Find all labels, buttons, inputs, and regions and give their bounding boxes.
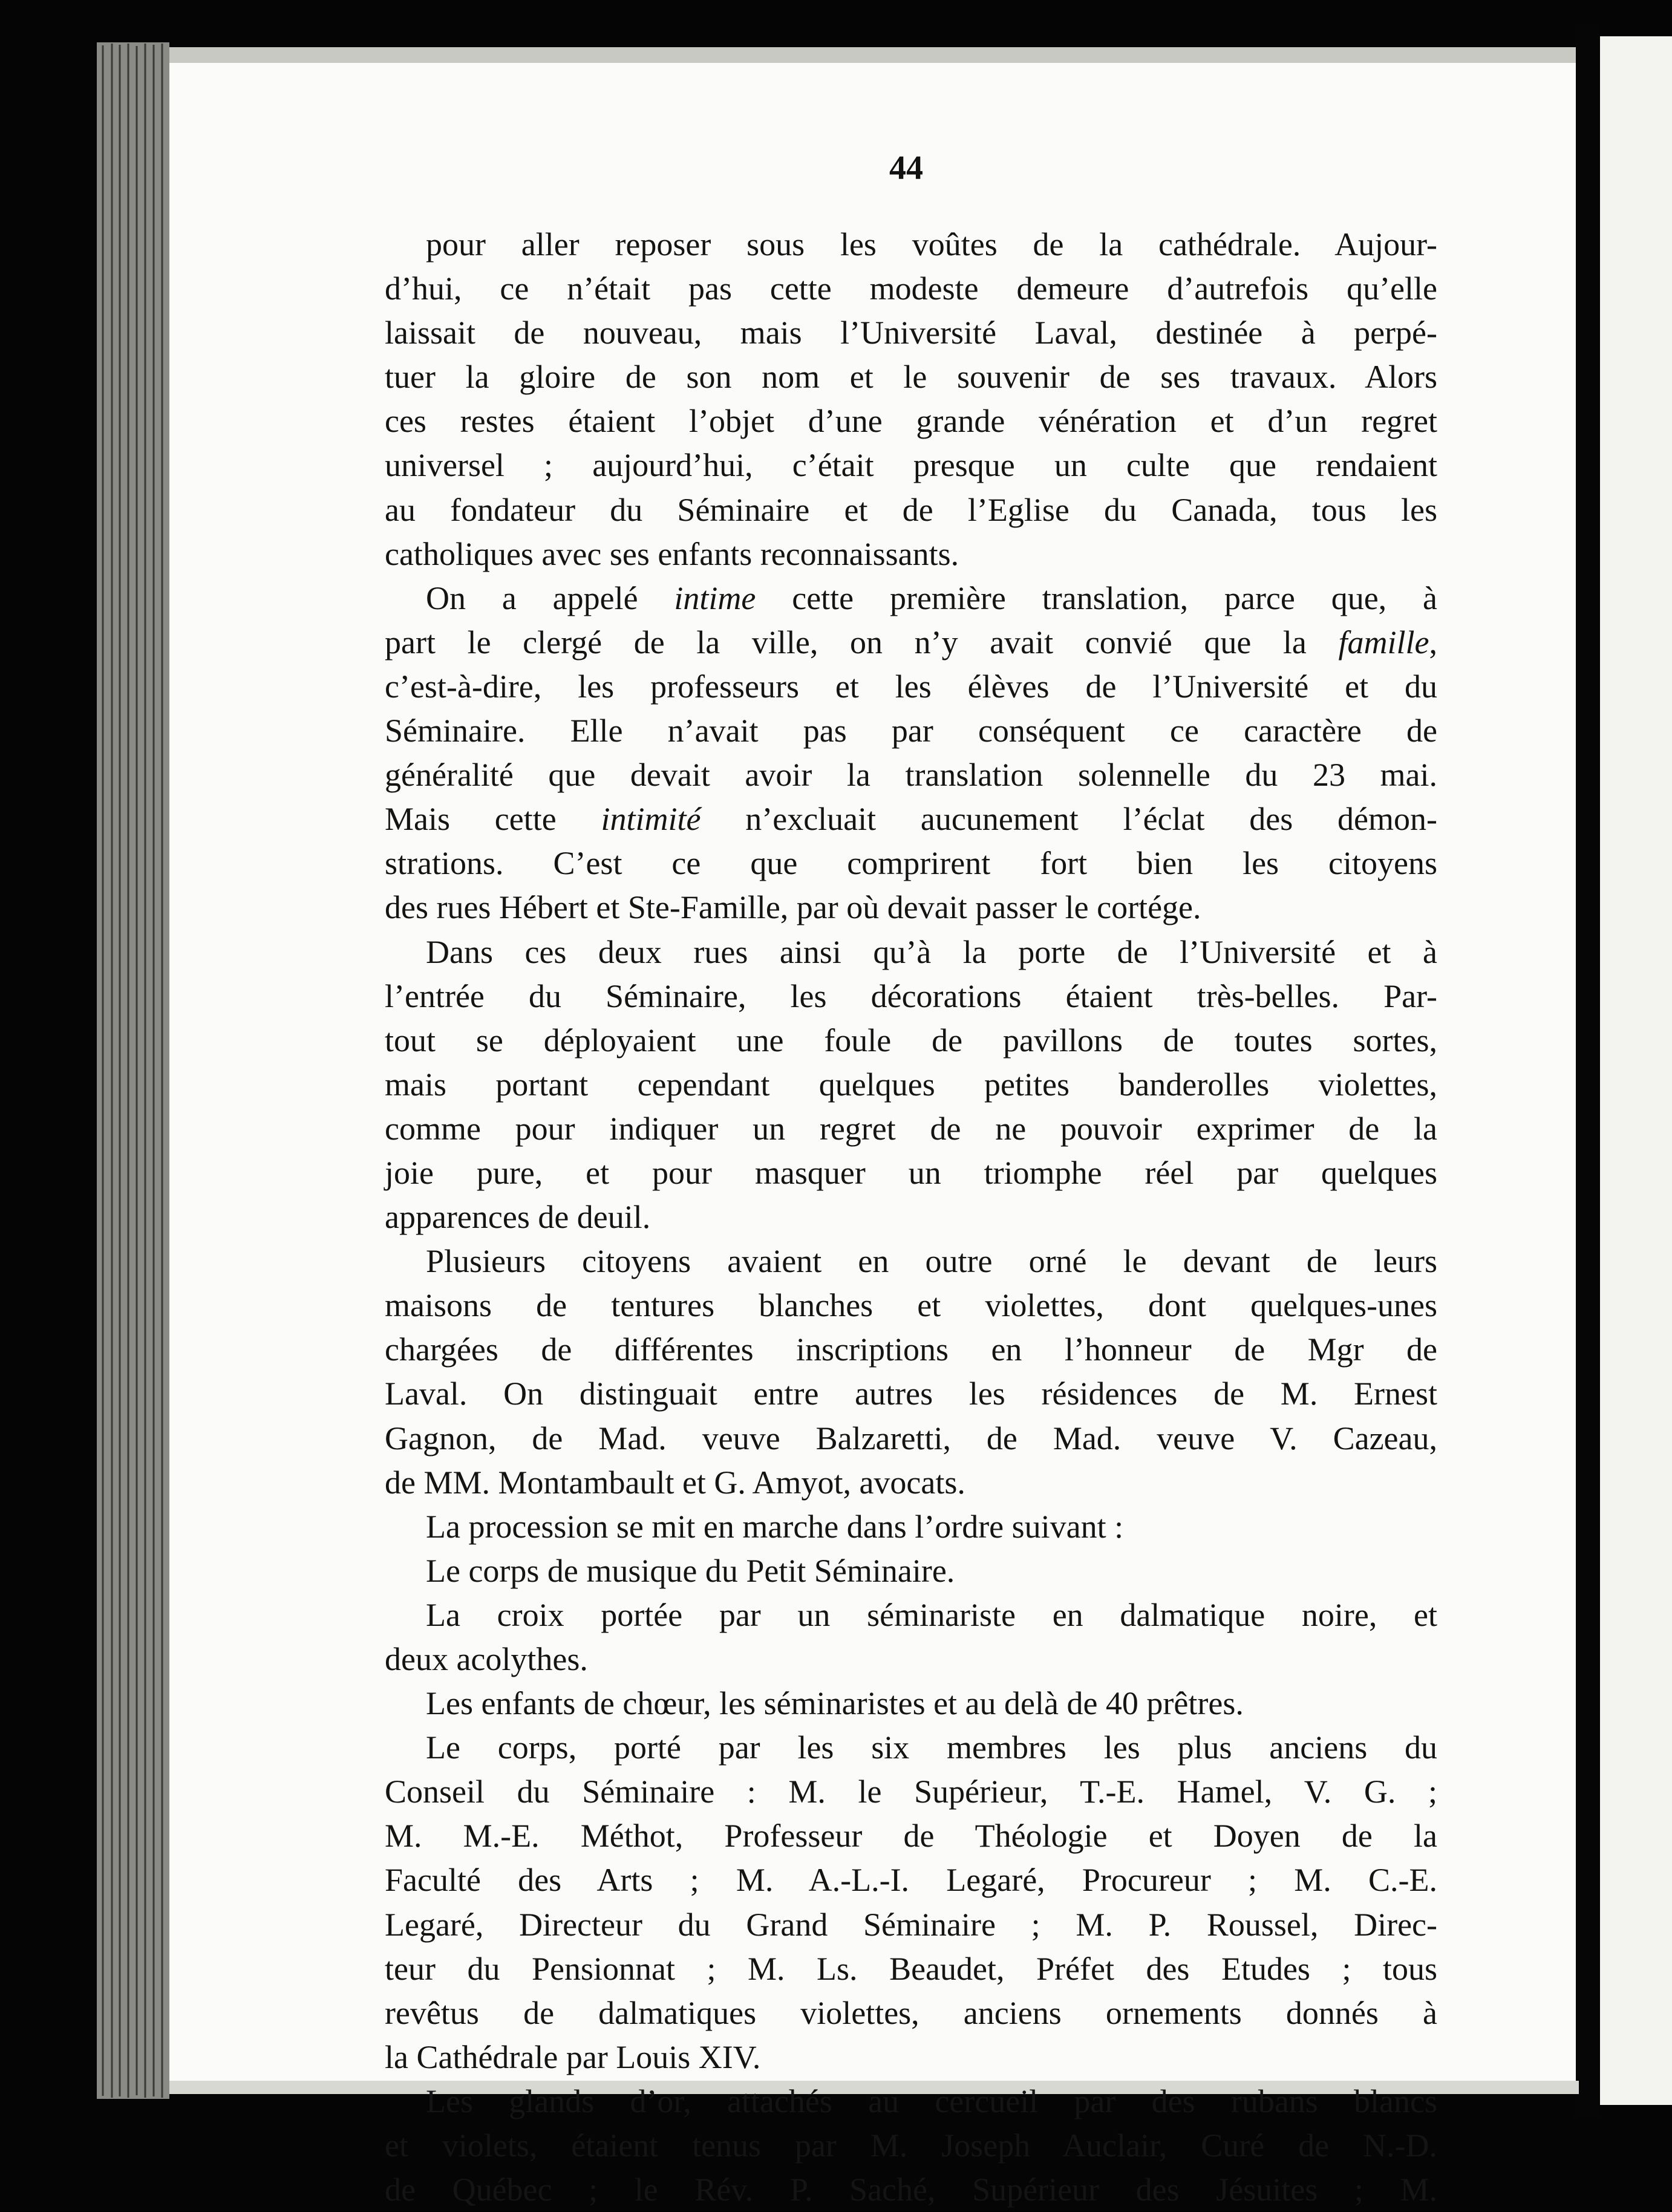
text-line — [385, 886, 1437, 930]
text-line — [385, 665, 1437, 709]
paragraph — [385, 1726, 1437, 2080]
paragraph — [385, 223, 1437, 576]
paragraph — [385, 576, 1437, 930]
paragraph — [385, 1505, 1437, 1549]
text-line: et violets, étaient tenus par M. Joseph Auclair, Curé de N.-D. — [385, 2127, 1437, 2164]
text-line: Gagnon, de Mad. veuve Balzaretti, de Mad. veuve V. Cazeau, — [385, 1420, 1437, 1457]
page-edges — [97, 42, 169, 2099]
text-line: ces restes étaient l’objet d’une grande vénération et d’un regret — [385, 403, 1437, 440]
paragraph — [385, 930, 1437, 1240]
text-line: apparences de deuil. — [385, 1199, 651, 1236]
paragraph — [385, 1682, 1437, 1726]
text-line: Laval. On distinguait entre autres les résidences de M. Ernest — [385, 1375, 1437, 1412]
text-line: catholiques avec ses enfants reconnaissants. — [385, 535, 959, 572]
text-line: laissait de nouveau, mais l’Université Laval, destinée à perpé- — [385, 315, 1437, 351]
italic-word: intimité — [601, 801, 701, 838]
text-line — [385, 797, 1437, 841]
text-line: tout se déployaient une foule de pavillons de toutes sortes, — [385, 1022, 1437, 1059]
text-line: universel ; aujourd’hui, c’était presque un culte que rendaient — [385, 447, 1437, 484]
text-line: mais portant cependant quelques petites banderolles violettes, — [385, 1066, 1437, 1103]
text-line: Le corps, porté par les six membres les plus anciens du — [426, 1729, 1437, 1766]
text-line — [385, 709, 1437, 753]
text-line: d’hui, ce n’était pas cette modeste demeure d’autrefois qu’elle — [385, 270, 1437, 307]
text-line: M. M.-E. Méthot, Professeur de Théologie et Doyen de la — [385, 1818, 1437, 1855]
text-line: Dans ces deux rues ainsi qu’à la porte de l’Université et à — [426, 933, 1437, 970]
text-run: , — [1429, 624, 1437, 661]
body-text — [385, 223, 1437, 2208]
text-line: chargées de différentes inscriptions en l’honneur de Mgr de — [385, 1331, 1437, 1368]
text-line: pour aller reposer sous les voûtes de la cathédrale. Aujour- — [426, 226, 1437, 263]
text-line: au fondateur du Séminaire et de l’Eglise du Canada, tous les — [385, 491, 1437, 528]
text-line: La croix portée par un séminariste en dalmatique noire, et — [426, 1596, 1437, 1633]
text-line: Faculté des Arts ; M. A.-L.-I. Legaré, Procureur ; M. C.-E. — [385, 1862, 1437, 1899]
text-line: teur du Pensionnat ; M. Ls. Beaudet, Préfet des Etudes ; tous — [385, 1950, 1437, 1987]
text-line: deux acolythes. — [385, 1641, 588, 1677]
text-line: comme pour indiquer un regret de ne pouvoir exprimer de la — [385, 1110, 1437, 1147]
text-run: Mais cette — [385, 801, 601, 838]
text-line: Plusieurs citoyens avaient en outre orné le devant de leurs — [426, 1243, 1437, 1280]
paragraph — [385, 1239, 1437, 1505]
paragraph — [385, 1549, 1437, 1593]
next-page-strip — [1600, 36, 1672, 2105]
text-line — [385, 841, 1437, 886]
text-line: revêtus de dalmatiques violettes, anciens ornements donnés à — [385, 1994, 1437, 2031]
italic-word: intime — [674, 579, 756, 616]
text-line — [385, 576, 1437, 621]
text-run: cette première translation, parce que, à — [756, 579, 1437, 616]
text-run: c’est-à-dire, les professeurs et les élèves de l’Université et du — [385, 668, 1437, 705]
text-line: de MM. Montambault et G. Amyot, avocats. — [385, 1464, 965, 1501]
text-line: maisons de tentures blanches et violettes, dont quelques-unes — [385, 1287, 1437, 1324]
text-run: généralité que devait avoir la translation solennelle du 23 mai. — [385, 757, 1437, 794]
text-run: part le clergé de la ville, on n’y avait convié que la — [385, 624, 1339, 661]
text-run: On a appelé — [426, 579, 674, 616]
text-line: Le corps de musique du Petit Séminaire. — [426, 1552, 955, 1589]
text-line: la Cathédrale par Louis XIV. — [385, 2038, 761, 2075]
paragraph — [385, 1593, 1437, 1682]
text-run: Séminaire. Elle n’avait pas par conséquent ce caractère de — [385, 713, 1437, 749]
text-line: l’entrée du Séminaire, les décorations étaient très-belles. Par- — [385, 977, 1437, 1014]
text-line: tuer la gloire de son nom et le souvenir de ses travaux. Alors — [385, 359, 1437, 396]
text-line: joie pure, et pour masquer un triomphe réel par quelques — [385, 1154, 1437, 1191]
page-number: 44 — [889, 149, 923, 187]
text-line — [385, 753, 1437, 797]
text-line — [385, 621, 1437, 665]
italic-word: famille — [1338, 624, 1429, 661]
text-run: n’excluait aucunement l’éclat des démon- — [700, 801, 1437, 838]
text-line: Conseil du Séminaire : M. le Supérieur, T.-E. Hamel, V. G. ; — [385, 1773, 1437, 1810]
paragraph — [385, 2080, 1437, 2212]
text-run: des rues Hébert et Ste-Famille, par où devait passer le cortége. — [385, 889, 1201, 926]
gutter — [1576, 24, 1600, 2117]
text-line: de Québec ; le Rév. P. Saché, Supérieur des Jésuites ; M. — [385, 2171, 1437, 2208]
text-run: strations. C’est ce que comprirent fort bien les citoyens — [385, 845, 1437, 882]
text-line: Les glands d’or, attachés au cercueil par des rubans blancs — [426, 2083, 1437, 2119]
text-line: Legaré, Directeur du Grand Séminaire ; M. P. Roussel, Direc- — [385, 1906, 1437, 1943]
text-line: La procession se mit en marche dans l’ordre suivant : — [426, 1508, 1124, 1545]
text-line: Les enfants de chœur, les séminaristes et au delà de 40 prêtres. — [426, 1685, 1244, 1722]
